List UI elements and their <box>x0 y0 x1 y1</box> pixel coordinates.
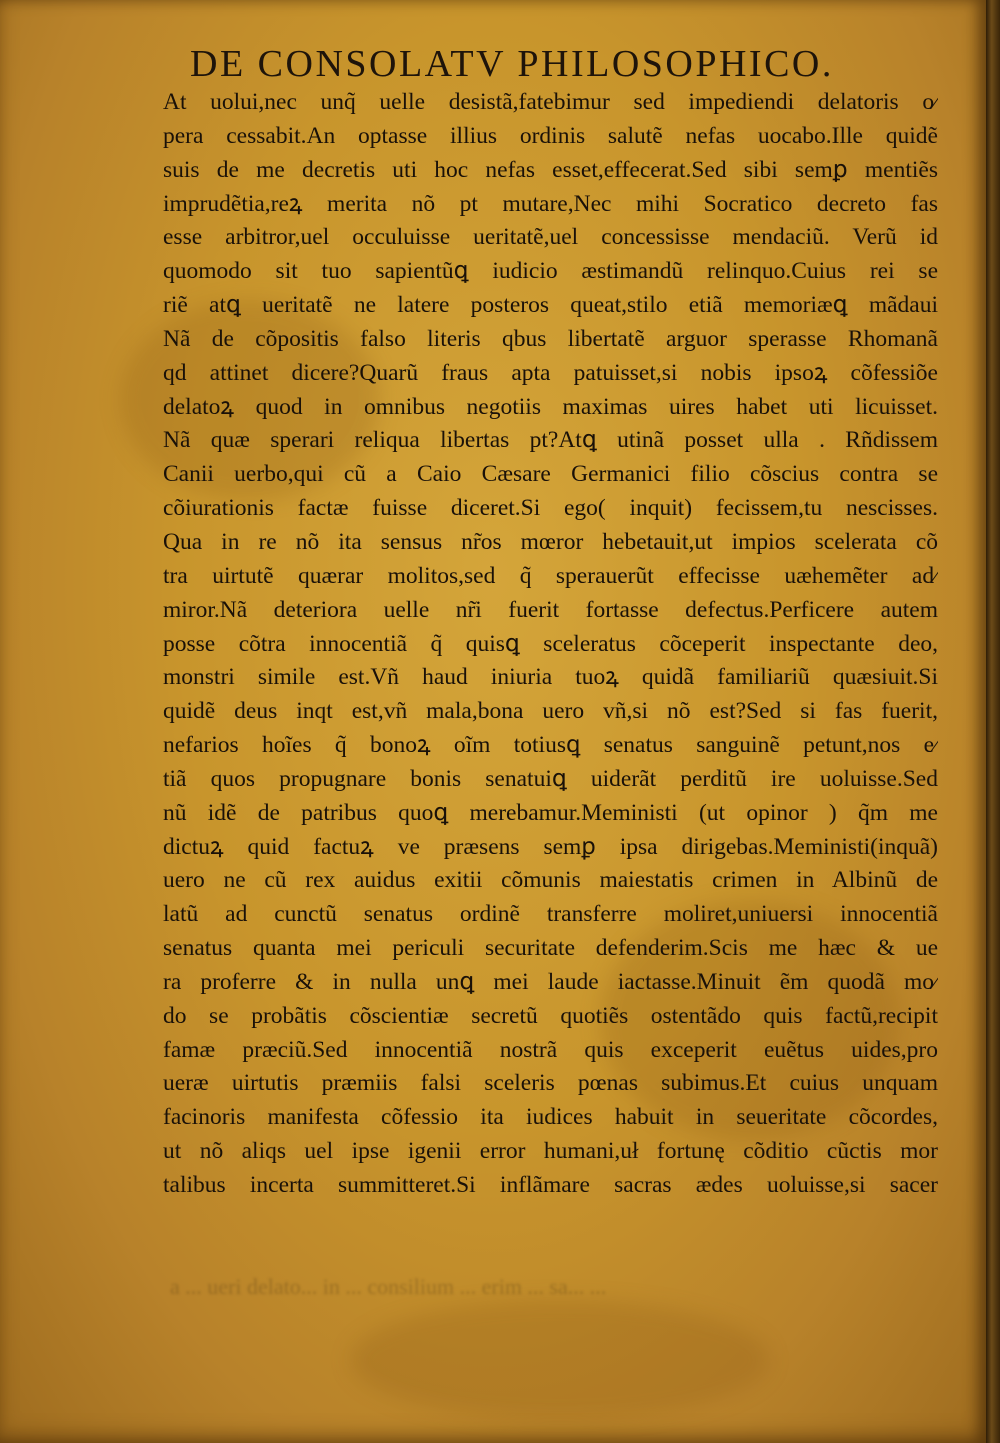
page-edge <box>986 0 1000 1443</box>
running-head: DE CONSOLATV PHILOSOPHICO. <box>190 43 834 85</box>
text-line: tiã quos propugnare bonis senatuiꝗ uiderãt perditũ ire uoluisse.Sed <box>163 765 938 792</box>
text-line: tra uirtutẽ quærar molitos,sed q̃ sperauerũt effecisse uæhemẽter ad⁄ <box>163 562 938 589</box>
text-line: senatus quanta mei periculi securitate defenderim.Scis me hæc & ue <box>163 935 938 962</box>
text-line: latũ ad cunctũ senatus ordinẽ transferre moliret,uniuersi innocentiã <box>163 901 938 928</box>
text-line: ueræ uirtutis præmiis falsi sceleris pœnas subimus.Et cuius unquam <box>163 1070 938 1097</box>
text-block <box>163 86 938 1203</box>
text-line: suis de me decretis uti hoc nefas esset,effecerat.Sed sibi semꝑ mentiẽs <box>163 156 938 183</box>
text-line: monstri simile est.Vñ haud iniuria tuoꝝ quidã familiariũ quæsiuit.Si <box>163 664 938 691</box>
text-line: At uolui,nec unq̃ uelle desistã,fatebimur sed impediendi delatoris o⁄ <box>163 89 938 115</box>
text-line: talibus incerta summitteret.Si inflãmare sacras ædes uoluisse,si sacer <box>163 1172 938 1198</box>
text-line: uero ne cũ rex auidus exitii cõmunis maiestatis crimen in Albinũ de <box>163 867 938 894</box>
text-line: quidẽ deus inqt est,vñ mala,bona uero vñ,si nõ est?Sed si fas fuerit, <box>163 698 938 725</box>
text-line: ut nõ aliqs uel ipse igenii error humani,uł fortunę cõditio cũctis mor <box>163 1138 938 1165</box>
bleed-through-text: a ... ueri delato... in ... consilium ... erim ... sa... ... <box>170 1274 607 1299</box>
text-line: Nã quæ sperari reliqua libertas pt?Atꝗ utinã posset ulla . Rñdissem <box>163 427 938 454</box>
text-line: Nã de cõpositis falso literis qbus libertatẽ arguor sperasse Rhomanã <box>163 325 938 352</box>
text-line: posse cõtra innocentiã q̃ quisꝗ sceleratus cõceperit inspectante deo, <box>163 630 938 657</box>
text-line: famæ præciũ.Sed innocentiã nostrã quis exceperit euẽtus uides,pro <box>163 1036 938 1063</box>
text-line: pera cessabit.An optasse illius ordinis salutẽ nefas uocabo.Ille quidẽ <box>163 122 938 149</box>
text-line: ra proferre & in nulla unꝗ mei laude iactasse.Minuit ẽm quodã mo⁄ <box>163 968 938 995</box>
text-line: nefarios hoĩes q̃ bonoꝝ oĩm totiusꝗ senatus sanguinẽ petunt,nos e⁄ <box>163 732 938 759</box>
text-line: Canii uerbo,qui cũ a Caio Cæsare Germanici filio cõscius contra se <box>163 461 938 488</box>
paper-stain <box>350 1300 770 1420</box>
text-line: dictuꝝ quid factuꝝ ve præsens semꝑ ipsa dirigebas.Meministi(inquã) <box>163 833 938 860</box>
text-line: qd attinet dicere?Quarũ fraus apta patuisset,si nobis ipsoꝝ cõfessiõe <box>163 359 938 386</box>
text-line: quomodo sit tuo sapientũꝗ iudicio æstimandũ relinquo.Cuius rei se <box>163 258 938 285</box>
text-line: Qua in re nõ ita sensus nr̃os mœror hebetauit,ut impios scelerata cõ <box>163 528 938 555</box>
text-line: esse arbitror,uel occuluisse ueritatẽ,uel concessisse mendaciũ. Verũ id <box>163 224 938 251</box>
text-line: facinoris manifesta cõfessio ita iudices habuit in seueritate cõcordes, <box>163 1104 938 1131</box>
text-line: miror.Nã deteriora uelle nr̃i fuerit fortasse defectus.Perficere autem <box>163 596 938 623</box>
text-line: cõiurationis factæ fuisse diceret.Si ego( inquit) fecissem,tu nescisses. <box>163 495 938 522</box>
text-line: riẽ atꝗ ueritatẽ ne latere posteros queat,stilo etiã memoriæꝗ mãdaui <box>163 292 938 319</box>
text-line: do se probãtis cõscientiæ secretũ quotiẽs ostentãdo quis factũ,recipit <box>163 1002 938 1029</box>
text-line: imprudẽtia,reꝝ merita nõ pt mutare,Nec mihi Socratico decreto fas <box>163 190 938 217</box>
text-line: delatoꝝ quod in omnibus negotiis maximas uires habet uti licuisset. <box>163 393 938 420</box>
text-line: nũ idẽ de patribus quoꝗ merebamur.Meministi (ut opinor ) q̃m me <box>163 799 938 826</box>
